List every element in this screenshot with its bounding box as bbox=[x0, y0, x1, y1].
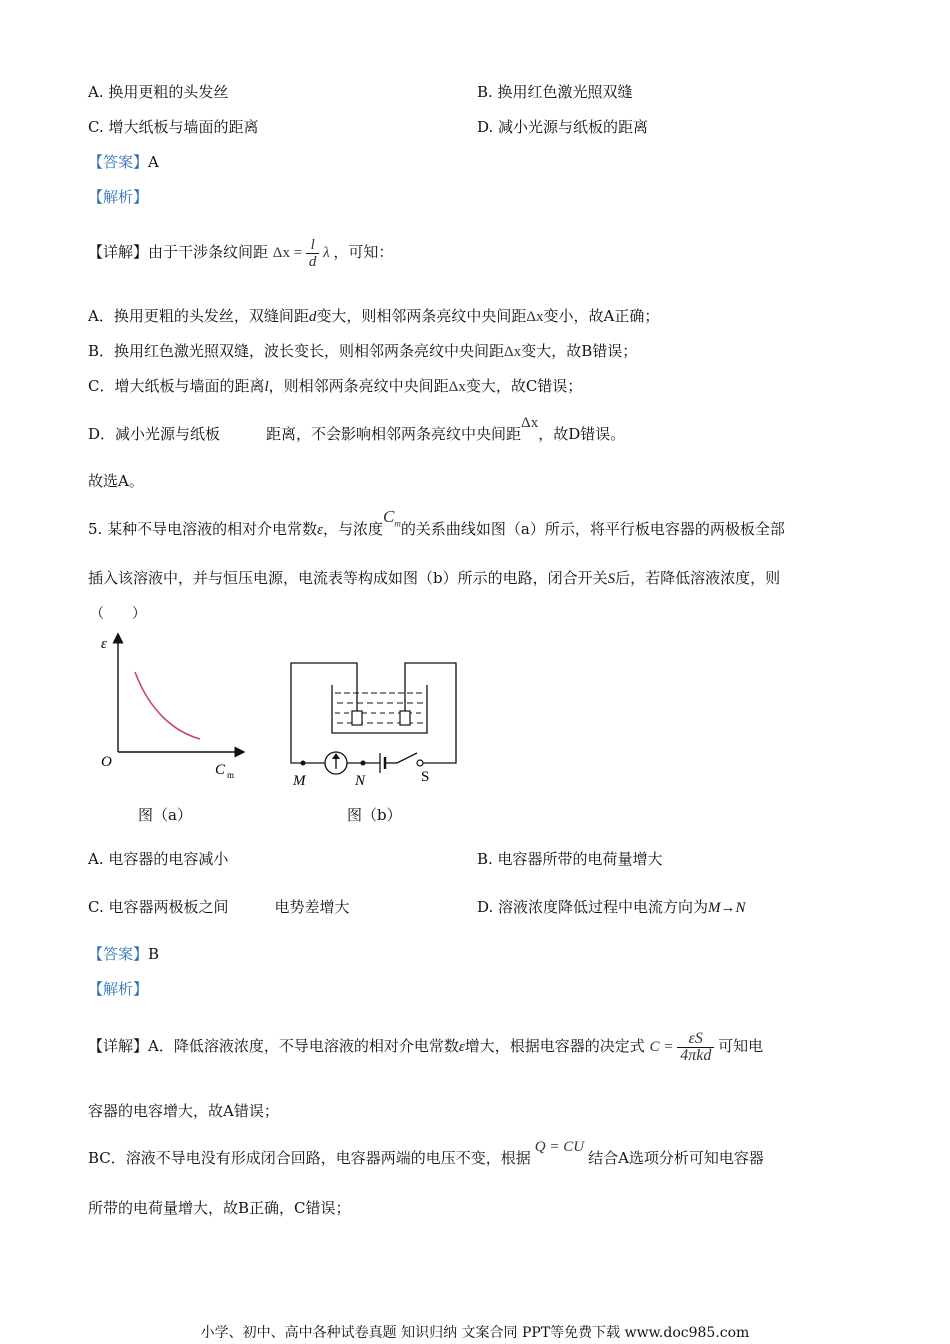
q5-analysis-tag: 【解析】 bbox=[88, 980, 149, 998]
text: 变大，则相邻两条亮纹中央间距 bbox=[316, 307, 527, 325]
var-epsilon: ε bbox=[317, 522, 324, 538]
q5-paren: （ ） bbox=[90, 606, 146, 622]
figure-a-graph bbox=[95, 632, 255, 784]
solution-liquid bbox=[335, 693, 424, 723]
q-formula: Q = CU bbox=[534, 1139, 585, 1155]
detail-prefix: 【详解】由于干涉条纹间距 bbox=[88, 243, 269, 261]
q5-detail-line4: 所带的电荷量增大，故B正确，C错误； bbox=[88, 1199, 351, 1217]
var-cm bbox=[383, 507, 401, 529]
q5-answer bbox=[88, 944, 159, 964]
q5-detail-line2: 容器的电容增大，故A错误； bbox=[88, 1102, 279, 1120]
formula-den: d bbox=[308, 254, 317, 271]
epsilon-curve bbox=[135, 672, 200, 739]
direction: M→N bbox=[708, 900, 746, 916]
q5-stem-line1 bbox=[88, 507, 785, 545]
q5-detail-line3 bbox=[88, 1139, 764, 1169]
text: BC．溶液不导电没有形成闭合回路，电容器两端的电压不变，根据 bbox=[88, 1149, 531, 1167]
cm-c: C bbox=[383, 507, 395, 526]
detail-suffix: ，可知： bbox=[333, 243, 394, 261]
cap-fraction bbox=[677, 1031, 714, 1064]
answer-tag: 【答案】 bbox=[88, 945, 149, 963]
text: 结合A选项分析可知电容器 bbox=[588, 1149, 764, 1167]
q5-stem-line2 bbox=[88, 568, 780, 589]
text: C．增大纸板与墙面的距离 bbox=[88, 377, 265, 395]
formula-num: l bbox=[306, 237, 320, 254]
x-axis-sub: m bbox=[227, 770, 235, 780]
delta-x: Δx bbox=[448, 379, 466, 395]
delta-x: Δx bbox=[504, 344, 522, 360]
plate-right bbox=[400, 711, 410, 725]
text: D．减小光源与纸板 bbox=[88, 425, 221, 443]
text: 【详解】A．降低溶液浓度，不导电溶液的相对介电常数 bbox=[88, 1037, 459, 1055]
text: ，则相邻两条亮纹中央间距 bbox=[268, 377, 449, 395]
cm-sub: m bbox=[394, 518, 401, 529]
var-d: d bbox=[308, 309, 317, 325]
var-epsilon: ε bbox=[458, 1039, 465, 1055]
node-m bbox=[301, 761, 306, 766]
text: A．换用更粗的头发丝，双缝间距 bbox=[88, 307, 309, 325]
text: 距离，不会影响相邻两条亮纹中央间距 bbox=[266, 425, 522, 443]
text: 插入该溶液中，并与恒压电源，电流表等构成如图（b）所示的电路，闭合开关 bbox=[88, 569, 608, 587]
answer-value: B bbox=[148, 945, 160, 963]
text: 后，若降低溶液浓度，则 bbox=[615, 569, 781, 587]
text: 可知电 bbox=[718, 1037, 764, 1055]
figure-b-caption: 图（b） bbox=[347, 806, 402, 824]
var-s: S bbox=[607, 571, 616, 587]
cap-num: εS bbox=[677, 1031, 714, 1048]
q4-line-a bbox=[88, 306, 659, 327]
answer-tag: 【答案】 bbox=[88, 153, 149, 171]
figure-b-circuit bbox=[285, 655, 465, 790]
text: 变大，故C错误； bbox=[465, 377, 583, 395]
q4-line-d bbox=[88, 415, 626, 445]
cap-lhs: C = bbox=[649, 1039, 674, 1055]
y-axis-label: ε bbox=[101, 636, 107, 652]
label-s: S bbox=[421, 769, 430, 785]
switch-icon bbox=[397, 753, 417, 763]
wire-right bbox=[405, 663, 456, 763]
formula-lhs: Δx = bbox=[272, 245, 303, 261]
q4-line-c bbox=[88, 376, 582, 397]
text: 电势差增大 bbox=[274, 898, 350, 916]
q5-option-b: B. 电容器所带的电荷量增大 bbox=[477, 850, 663, 868]
formula-lambda: λ bbox=[323, 245, 330, 261]
origin-label: O bbox=[101, 754, 112, 770]
q4-option-a: A. 换用更粗的头发丝 bbox=[88, 83, 229, 101]
text: C. 电容器两极板之间 bbox=[88, 898, 229, 916]
text: 的关系曲线如图（a）所示，将平行板电容器的两极板全部 bbox=[400, 520, 785, 538]
q5-detail-line1 bbox=[88, 1016, 763, 1077]
text: D. 溶液浓度降低过程中电流方向为 bbox=[477, 898, 709, 916]
formula-fraction bbox=[306, 237, 320, 270]
text: B．换用红色激光照双缝，波长变长，则相邻两条亮纹中央间距 bbox=[88, 342, 505, 360]
text: 5. 某种不导电溶液的相对介电常数 bbox=[88, 520, 318, 538]
solution-container bbox=[332, 685, 427, 733]
text: 变小，故A正确； bbox=[543, 307, 660, 325]
cap-den: 4πkd bbox=[680, 1047, 712, 1065]
label-m: M bbox=[293, 773, 306, 789]
q4-conclusion: 故选A。 bbox=[88, 472, 144, 490]
capacitance-formula bbox=[649, 1030, 719, 1065]
var-l: l bbox=[264, 379, 269, 395]
delta-x: Δx bbox=[526, 309, 544, 325]
text: 增大，根据电容器的决定式 bbox=[464, 1037, 645, 1055]
text: ，与浓度 bbox=[323, 520, 384, 538]
text: 变大，故B错误； bbox=[521, 342, 638, 360]
node-n bbox=[361, 761, 366, 766]
answer-value: A bbox=[148, 153, 159, 171]
page-footer: 小学、初中、高中各种试卷真题 知识归纳 文案合同 PPT等免费下载 www.doc985.com bbox=[200, 1325, 750, 1341]
q4-option-d: D. 减小光源与纸板的距离 bbox=[477, 118, 649, 136]
q4-answer bbox=[88, 152, 159, 172]
q5-option-d bbox=[477, 897, 746, 918]
q4-detail-line bbox=[88, 232, 393, 273]
q4-line-b bbox=[88, 341, 637, 362]
spacing-formula bbox=[272, 237, 334, 271]
q5-option-c bbox=[88, 897, 350, 917]
q5-option-a: A. 电容器的电容减小 bbox=[88, 850, 229, 868]
q4-analysis-tag: 【解析】 bbox=[88, 188, 149, 206]
plate-left bbox=[352, 711, 362, 725]
label-n: N bbox=[355, 773, 366, 789]
q4-option-b: B. 换用红色激光照双缝 bbox=[477, 83, 633, 101]
text: ，故D错误。 bbox=[538, 425, 626, 443]
q4-option-c: C. 增大纸板与墙面的距离 bbox=[88, 118, 259, 136]
figure-a-caption: 图（a） bbox=[138, 806, 192, 824]
x-axis-label: C bbox=[215, 762, 226, 778]
delta-x: Δx bbox=[521, 415, 539, 431]
